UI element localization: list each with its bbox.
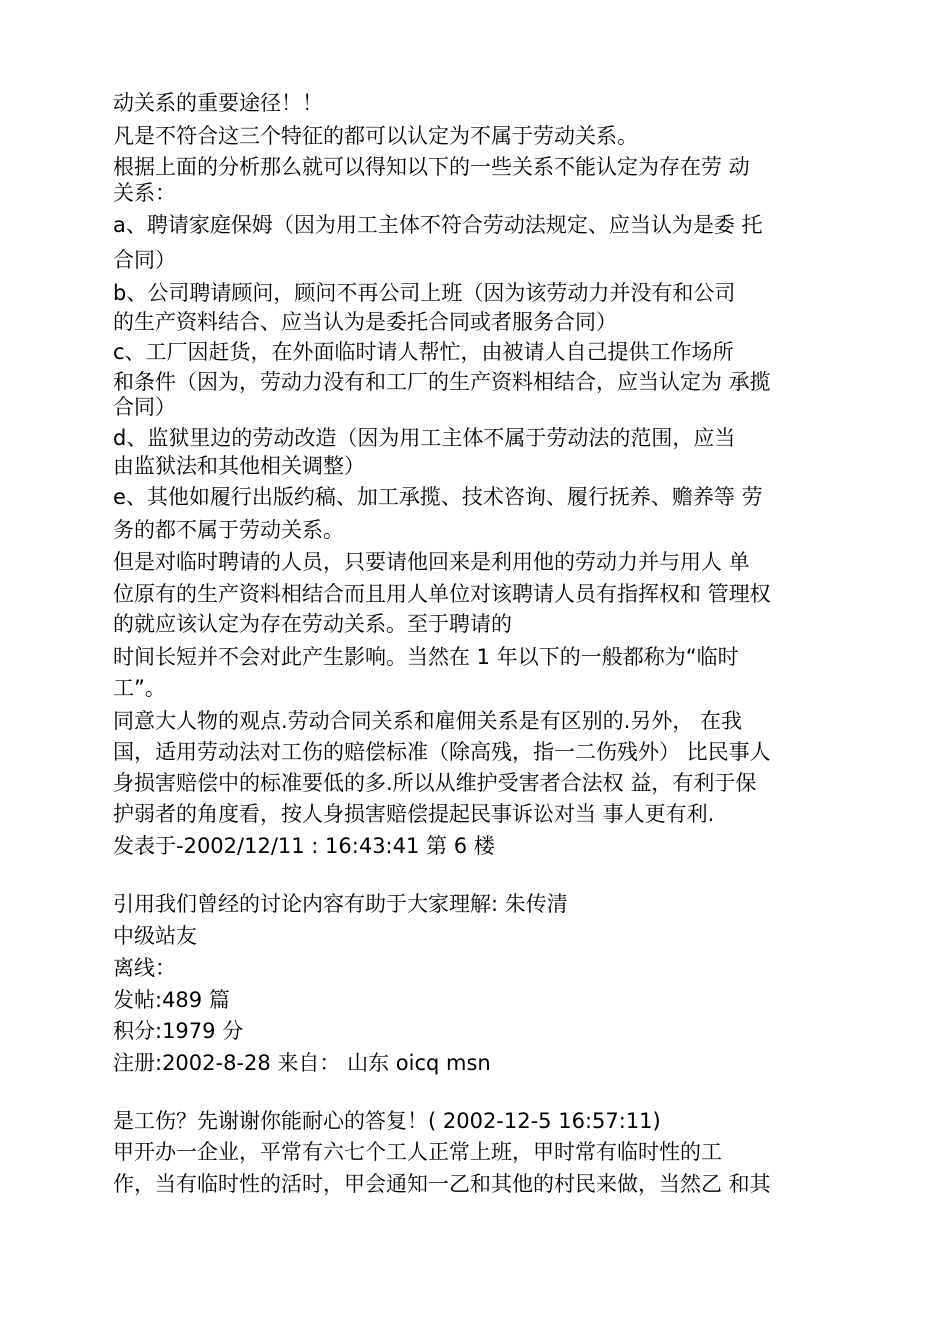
text-line: 但是对临时聘请的人员，只要请他回来是利用他的劳动力并与用人 单 [113, 550, 750, 574]
text-line: 护弱者的角度看，按人身损害赔偿提起民事诉讼对当 事人更有利. [113, 802, 715, 826]
text-line: 的就应该认定为存在劳动关系。至于聘请的 [113, 612, 512, 636]
text-line: 作，当有临时性的活时，甲会通知一乙和其他的村民来做，当然乙 和其 [113, 1172, 771, 1196]
text-line: c、工厂因赶货，在外面临时请人帮忙，由被请人自己提供工作场所 [113, 340, 734, 364]
text-line: 时间长短并不会对此产生影响。当然在 1 年以下的一般都称为“临时 [113, 645, 739, 669]
text-line: 中级站友 [113, 924, 197, 948]
text-line: 离线： [113, 956, 176, 980]
text-line: d、监狱里边的劳动改造（因为用工主体不属于劳动法的范围，应当 [113, 426, 736, 450]
text-line: 发帖:489 篇 [113, 988, 230, 1012]
text-line: 的生产资料结合、应当认为是委托合同或者服务合同） [113, 310, 617, 334]
text-line: 国，适用劳动法对工伤的赔偿标准（除高残，指一二伤残外） 比民事人 [113, 740, 771, 764]
text-line: 注册:2002-8-28 来自： 山东 oicq msn [113, 1051, 491, 1075]
text-line: 引用我们曾经的讨论内容有助于大家理解: 朱传清 [113, 892, 568, 916]
text-line: e、其他如履行出版约稿、加工承揽、技术咨询、履行抚养、赡养等 劳 [113, 485, 763, 509]
text-line: b、公司聘请顾问，顾问不再公司上班（因为该劳动力并没有和公司 [113, 281, 736, 305]
text-line: 发表于-2002/12/11 : 16:43:41 第 6 楼 [113, 834, 495, 858]
text-line: 积分:1979 分 [113, 1019, 244, 1043]
text-line: 务的都不属于劳动关系。 [113, 518, 344, 542]
text-line: 凡是不符合这三个特征的都可以认定为不属于劳动关系。 [113, 124, 638, 148]
text-line: 合同） [113, 395, 176, 419]
text-line: a、聘请家庭保姆（因为用工主体不符合劳动法规定、应当认为是委 托 [113, 213, 763, 237]
text-line: 动关系的重要途径！！ [113, 91, 323, 115]
text-line: 和条件（因为，劳动力没有和工厂的生产资料相结合，应当认定为 承揽 [113, 370, 771, 394]
text-line: 工”。 [113, 676, 166, 700]
text-line: 位原有的生产资料相结合而且用人单位对该聘请人员有指挥权和 管理权 [113, 582, 771, 606]
text-line: 由监狱法和其他相关调整） [113, 454, 365, 478]
text-line: 甲开办一企业，平常有六七个工人正常上班，甲时常有临时性的工 [113, 1140, 722, 1164]
text-line: 合同） [113, 248, 176, 272]
text-line: 身损害赔偿中的标准要低的多.所以从维护受害者合法权 益，有利于保 [113, 771, 757, 795]
text-line: 是工伤？先谢谢你能耐心的答复！( 2002-12-5 16:57:11) [113, 1109, 661, 1133]
text-line: 根据上面的分析那么就可以得知以下的一些关系不能认定为存在劳 动 [113, 155, 750, 179]
text-line: 同意大人物的观点.劳动合同关系和雇佣关系是有区别的.另外， 在我 [113, 709, 743, 733]
text-line: 关系： [113, 181, 176, 205]
